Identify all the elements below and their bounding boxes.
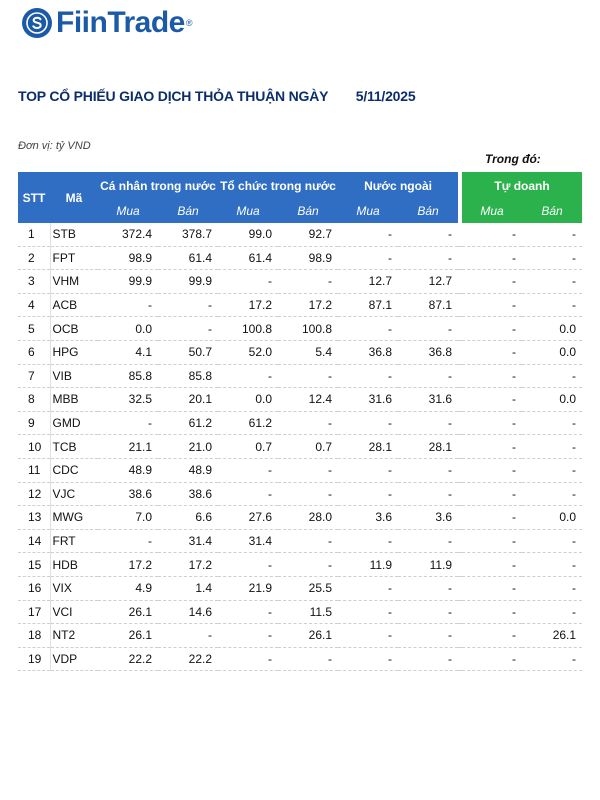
row-value: - [522,600,582,624]
header-sell: Bán [278,199,338,223]
row-value: - [462,435,522,459]
row-value: - [338,246,398,270]
table-row [18,624,582,648]
table-row [18,529,582,553]
row-value: - [398,317,458,341]
table-row [18,411,582,435]
row-stt: 11 [18,458,50,482]
row-value: - [522,364,582,388]
row-value: - [338,458,398,482]
row-value: 17.2 [98,553,158,577]
row-ticker: MWG [50,506,98,530]
row-value: 0.0 [522,388,582,412]
row-value: 17.2 [218,293,278,317]
report-title-text: TOP CỔ PHIẾU GIAO DỊCH THỎA THUẬN NGÀY [18,88,329,104]
row-value: - [278,364,338,388]
row-value: - [218,624,278,648]
row-value: - [278,458,338,482]
row-value: 98.9 [98,246,158,270]
header-nuoc-ngoai: Nước ngoài [338,172,458,199]
row-ticker: VCI [50,600,98,624]
row-value: - [218,553,278,577]
row-value: 22.2 [158,647,218,671]
header-buy: Mua [98,199,158,223]
header-sell: Bán [522,199,582,223]
row-value: 38.6 [98,482,158,506]
row-value: 31.6 [338,388,398,412]
brand-name: FiinTrade [56,6,185,39]
row-value: - [398,458,458,482]
row-value: - [98,529,158,553]
row-value: 26.1 [98,600,158,624]
header-sub-row [18,199,582,223]
row-value: 378.7 [158,223,218,246]
row-value: - [398,482,458,506]
row-value: - [462,340,522,364]
row-value: 36.8 [398,340,458,364]
row-value: 11.9 [398,553,458,577]
row-ticker: HDB [50,553,98,577]
row-value: 48.9 [158,458,218,482]
table-row [18,317,582,341]
table-row [18,388,582,412]
row-value: - [338,482,398,506]
row-ticker: STB [50,223,98,246]
table-row [18,482,582,506]
row-value: 372.4 [98,223,158,246]
row-value: - [462,624,522,648]
row-value: - [398,576,458,600]
row-value: - [398,647,458,671]
row-value: 26.1 [522,624,582,648]
row-value: 98.9 [278,246,338,270]
row-stt: 18 [18,624,50,648]
row-value: - [338,223,398,246]
row-value: 12.4 [278,388,338,412]
row-value: 14.6 [158,600,218,624]
header-ma: Mã [50,172,98,223]
row-value: 25.5 [278,576,338,600]
row-value: 0.0 [218,388,278,412]
row-value: - [522,647,582,671]
row-value: 92.7 [278,223,338,246]
row-stt: 1 [18,223,50,246]
row-value: - [398,624,458,648]
row-stt: 16 [18,576,50,600]
row-value: 99.0 [218,223,278,246]
row-value: 17.2 [158,553,218,577]
row-value: 21.9 [218,576,278,600]
row-stt: 4 [18,293,50,317]
row-value: - [278,270,338,294]
row-value: 0.0 [522,506,582,530]
row-value: 1.4 [158,576,218,600]
row-value: - [522,576,582,600]
row-value: 21.1 [98,435,158,459]
row-value: 28.1 [398,435,458,459]
report-title [18,88,415,104]
row-value: 61.2 [218,411,278,435]
row-ticker: VDP [50,647,98,671]
row-ticker: ACB [50,293,98,317]
row-value: - [278,482,338,506]
row-value: 0.7 [278,435,338,459]
fiintrade-logo-icon [22,8,52,38]
row-value: 87.1 [338,293,398,317]
row-value: - [338,529,398,553]
row-ticker: NT2 [50,624,98,648]
row-value: - [338,364,398,388]
row-value: 87.1 [398,293,458,317]
row-value: 85.8 [158,364,218,388]
table-row [18,270,582,294]
row-value: - [462,506,522,530]
row-value: - [462,388,522,412]
row-value: - [522,553,582,577]
row-value: 7.0 [98,506,158,530]
row-value: 36.8 [338,340,398,364]
row-value: - [522,458,582,482]
row-value: - [278,529,338,553]
header-buy: Mua [218,199,278,223]
row-value: 38.6 [158,482,218,506]
row-value: - [462,647,522,671]
row-value: 12.7 [398,270,458,294]
table-row [18,600,582,624]
row-value: - [398,600,458,624]
row-value: 0.0 [522,317,582,341]
row-value: - [462,270,522,294]
row-value: - [218,270,278,294]
row-value: - [398,529,458,553]
table-row [18,647,582,671]
row-value: 100.8 [278,317,338,341]
row-value: - [98,411,158,435]
row-value: - [98,293,158,317]
header-sell: Bán [398,199,458,223]
row-value: - [158,317,218,341]
row-value: 12.7 [338,270,398,294]
row-value: - [462,458,522,482]
row-value: - [338,317,398,341]
header-to-chuc: Tổ chức trong nước [218,172,338,199]
row-value: 50.7 [158,340,218,364]
row-value: - [218,364,278,388]
row-value: 99.9 [98,270,158,294]
row-value: - [158,293,218,317]
row-value: - [278,647,338,671]
table-row [18,340,582,364]
header-stt: STT [18,172,50,223]
row-value: 5.4 [278,340,338,364]
row-value: 4.9 [98,576,158,600]
row-stt: 5 [18,317,50,341]
table-row [18,223,582,246]
row-value: - [398,364,458,388]
row-stt: 10 [18,435,50,459]
row-stt: 19 [18,647,50,671]
table-row [18,293,582,317]
row-value: 28.0 [278,506,338,530]
row-value: - [398,223,458,246]
row-value: 26.1 [278,624,338,648]
row-stt: 15 [18,553,50,577]
row-value: - [338,624,398,648]
table-row [18,458,582,482]
row-stt: 2 [18,246,50,270]
row-ticker: HPG [50,340,98,364]
row-stt: 7 [18,364,50,388]
row-value: - [522,293,582,317]
row-value: - [462,576,522,600]
row-value: - [522,435,582,459]
row-value: - [462,411,522,435]
row-value: - [278,411,338,435]
row-value: - [462,293,522,317]
row-value: 61.4 [218,246,278,270]
row-value: 28.1 [338,435,398,459]
row-value: - [278,553,338,577]
row-value: - [158,624,218,648]
row-ticker: FRT [50,529,98,553]
row-value: - [462,529,522,553]
table-row [18,364,582,388]
header-buy: Mua [462,199,522,223]
row-value: 48.9 [98,458,158,482]
report-date: 5/11/2025 [355,88,416,104]
row-stt: 8 [18,388,50,412]
row-value: - [218,482,278,506]
row-value: 27.6 [218,506,278,530]
table-row [18,246,582,270]
row-stt: 17 [18,600,50,624]
row-value: - [338,647,398,671]
brand-registered-mark: ® [185,18,193,28]
row-value: 100.8 [218,317,278,341]
row-value: 11.9 [338,553,398,577]
row-value: 11.5 [278,600,338,624]
row-value: - [218,600,278,624]
row-value: - [338,411,398,435]
row-value: - [522,411,582,435]
subset-note: Trong đó: [485,152,541,166]
row-value: - [522,529,582,553]
header-sell: Bán [158,199,218,223]
table-row [18,435,582,459]
header-tu-doanh: Tự doanh [462,172,582,199]
row-value: 61.4 [158,246,218,270]
row-value: 20.1 [158,388,218,412]
row-ticker: FPT [50,246,98,270]
row-ticker: TCB [50,435,98,459]
row-stt: 12 [18,482,50,506]
row-value: 99.9 [158,270,218,294]
row-value: 31.4 [158,529,218,553]
row-value: - [398,411,458,435]
row-value: - [522,482,582,506]
row-value: - [522,270,582,294]
row-stt: 6 [18,340,50,364]
row-value: - [522,223,582,246]
negotiated-trades-table [18,172,582,671]
table-row [18,506,582,530]
table-row [18,553,582,577]
row-value: - [218,458,278,482]
row-ticker: VIB [50,364,98,388]
row-ticker: VIX [50,576,98,600]
header-buy: Mua [338,199,398,223]
row-stt: 14 [18,529,50,553]
row-stt: 3 [18,270,50,294]
row-value: 0.0 [98,317,158,341]
row-value: - [462,317,522,341]
row-value: - [462,482,522,506]
row-value: - [398,246,458,270]
table-row [18,576,582,600]
row-value: 0.0 [522,340,582,364]
row-value: 32.5 [98,388,158,412]
fiintrade-logo [22,8,193,38]
row-value: 26.1 [98,624,158,648]
row-value: - [522,246,582,270]
row-stt: 9 [18,411,50,435]
header-group-row [18,172,582,199]
row-ticker: CDC [50,458,98,482]
row-value: - [462,600,522,624]
row-value: - [462,553,522,577]
unit-note: Đơn vị: tỷ VND [18,140,91,152]
row-ticker: GMD [50,411,98,435]
row-value: 17.2 [278,293,338,317]
row-ticker: MBB [50,388,98,412]
row-ticker: VHM [50,270,98,294]
row-value: 52.0 [218,340,278,364]
row-value: 21.0 [158,435,218,459]
row-ticker: VJC [50,482,98,506]
row-value: - [338,576,398,600]
row-value: 22.2 [98,647,158,671]
row-value: 3.6 [398,506,458,530]
row-value: - [462,223,522,246]
row-value: - [338,600,398,624]
row-value: - [218,647,278,671]
row-ticker: OCB [50,317,98,341]
row-stt: 13 [18,506,50,530]
header-ca-nhan: Cá nhân trong nước [98,172,218,199]
row-value: - [462,364,522,388]
row-value: 61.2 [158,411,218,435]
row-value: 0.7 [218,435,278,459]
row-value: 3.6 [338,506,398,530]
row-value: 4.1 [98,340,158,364]
row-value: - [462,246,522,270]
row-value: 6.6 [158,506,218,530]
row-value: 85.8 [98,364,158,388]
row-value: 31.4 [218,529,278,553]
row-value: 31.6 [398,388,458,412]
